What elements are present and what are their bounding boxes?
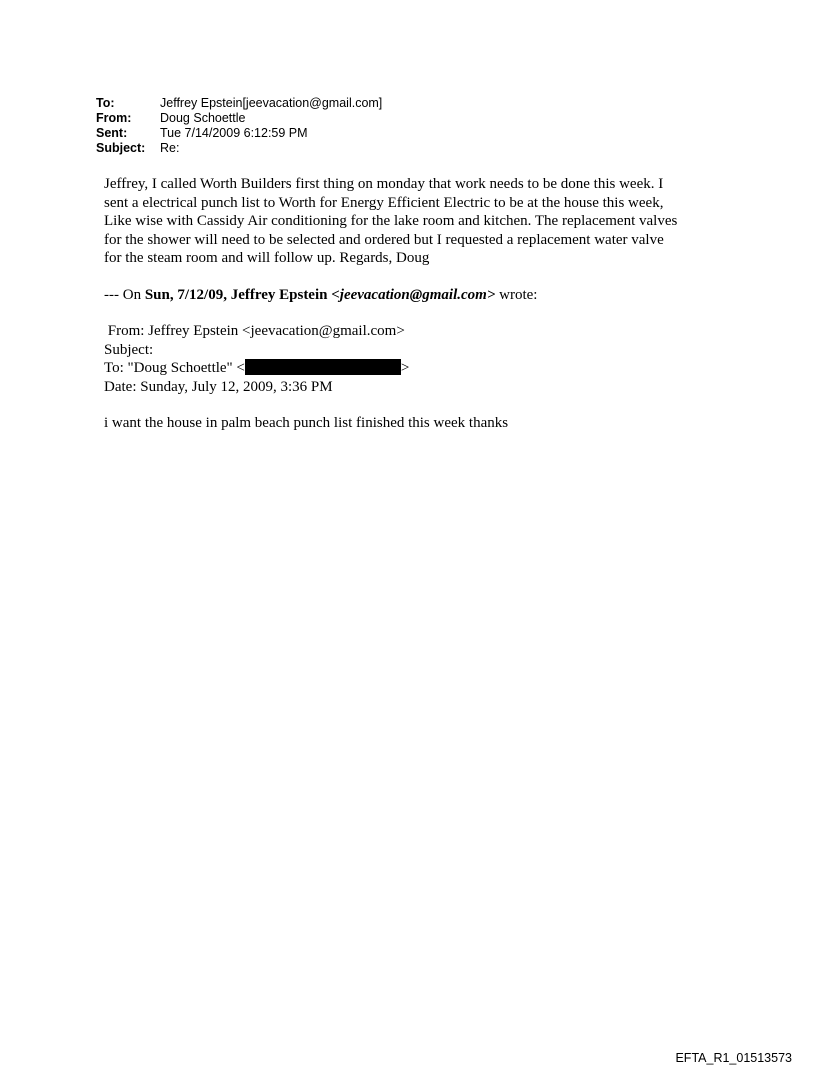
to-value: Jeffrey Epstein[jeevacation@gmail.com] xyxy=(160,96,383,110)
quote-email: <jeevacation@gmail.com> xyxy=(331,286,496,303)
subject-value: Re: xyxy=(160,141,180,155)
header-subject-row xyxy=(96,141,382,156)
redaction-block xyxy=(245,359,401,375)
orig-to-prefix: To: "Doug Schoettle" < xyxy=(104,360,245,376)
header-sent-row xyxy=(96,126,382,141)
orig-to xyxy=(104,359,744,378)
quote-date-author: Sun, 7/12/09, Jeffrey Epstein xyxy=(144,286,332,303)
orig-message: i want the house in palm beach punch list finished this week thanks xyxy=(104,415,509,431)
from-value: Doug Schoettle xyxy=(160,111,246,125)
quote-attribution xyxy=(104,286,744,305)
quote-prefix: --- On xyxy=(104,286,145,303)
orig-subject: Subject: xyxy=(104,341,154,358)
header-to-row xyxy=(96,96,382,111)
subject-label: Subject: xyxy=(96,141,146,155)
quote-suffix: wrote: xyxy=(495,286,538,303)
sent-value: Tue 7/14/2009 6:12:59 PM xyxy=(160,126,308,140)
email-body xyxy=(104,175,744,433)
orig-date: Date: Sunday, July 12, 2009, 3:36 PM xyxy=(104,378,333,395)
email-header xyxy=(96,96,382,156)
document-id: EFTA_R1_01513573 xyxy=(675,1051,792,1065)
to-label: To: xyxy=(96,96,115,110)
header-from-row xyxy=(96,111,382,126)
sent-label: Sent: xyxy=(96,126,128,140)
orig-to-suffix: > xyxy=(400,360,410,376)
from-label: From: xyxy=(96,111,132,125)
reply-paragraph: Jeffrey, I called Worth Builders first thing on monday that work needs to be done this week. I sent a electrical punch list to Worth for Energy Efficient Electric to be at the house this week, Like wise with Cassidy Air conditioning for the lake room and kitchen. The replacement valves for the shower will need to be selected and ordered but I requested a replacement water valve for the steam room and will follow up. Regards, Doug xyxy=(104,176,678,266)
orig-from: From: Jeffrey Epstein <jeevacation@gmail.com> xyxy=(104,323,405,339)
